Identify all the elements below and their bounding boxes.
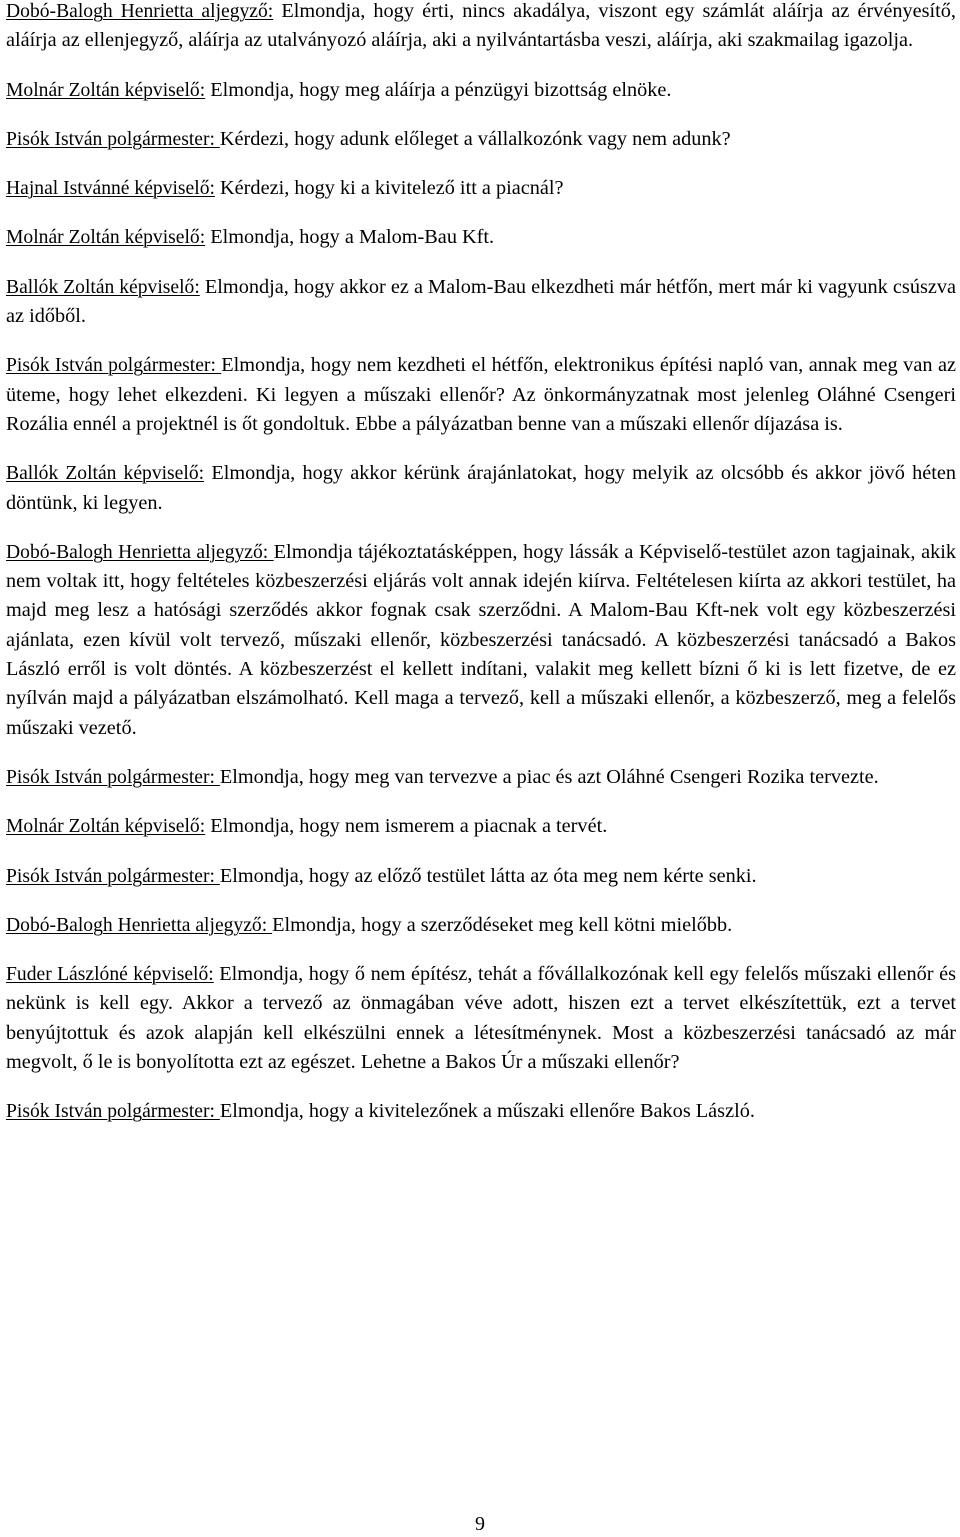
minutes-page: [6, 0, 956, 1147]
statement-text: Elmondja, hogy nem kezdheti el hétfőn, elektronikus építési napló van, annak meg van az üteme, hogy lehet elkezdeni. Ki legyen a műszaki ellenőr? Az önkormányzatnak most jelenleg Oláhné Csengeri Rozália ennél a projektnél is őt gondoltuk. Ebbe a pályázatban benne van a műszaki ellenőr díjazása is.: [6, 354, 956, 435]
minutes-paragraph: [6, 1097, 956, 1126]
minutes-paragraph: [6, 273, 956, 332]
speaker-name: Fuder Lászlóné képviselő:: [6, 964, 214, 986]
statement-text: Elmondja, hogy a szerződéseket meg kell kötni mielőbb.: [272, 913, 733, 936]
minutes-paragraph: [6, 960, 956, 1077]
minutes-paragraph: [6, 763, 956, 792]
statement-text: Kérdezi, hogy ki a kivitelező itt a piacnál?: [214, 177, 564, 200]
minutes-paragraph: [6, 459, 956, 518]
statement-text: Elmondja, hogy a kivitelezőnek a műszaki ellenőre Bakos László.: [219, 1100, 755, 1123]
minutes-paragraph: [6, 538, 956, 743]
speaker-name: Molnár Zoltán képviselő:: [6, 227, 206, 249]
speaker-name: Pisók István polgármester:: [6, 766, 220, 788]
speaker-name: Dobó-Balogh Henrietta aljegyző:: [6, 914, 273, 936]
statement-text: Elmondja, hogy meg aláírja a pénzügyi bizottság elnöke.: [205, 78, 672, 101]
speaker-name: Pisók István polgármester:: [6, 128, 220, 150]
minutes-paragraph: [6, 76, 956, 105]
speaker-name: Dobó-Balogh Henrietta aljegyző:: [6, 1, 274, 22]
statement-text: Elmondja, hogy érti, nincs akadálya, viszont egy számlát aláírja az érvényesítő, aláírja az ellenjegyző, aláírja az utalványozó aláírja, aki a nyilvántartásba veszi, aláírja, aki szakmailag igazolja.: [6, 0, 956, 52]
speaker-name: Ballók Zoltán képviselő:: [6, 463, 205, 485]
minutes-paragraph: [6, 351, 956, 439]
statement-text: Elmondja, hogy akkor ez a Malom-Bau elkezdheti már hétfőn, mert már ki vagyunk csúszva az időből.: [6, 275, 956, 328]
statement-text: Elmondja, hogy az előző testület látta az óta meg nem kérte senki.: [219, 864, 757, 887]
statement-text: Elmondja, hogy nem ismerem a piacnak a tervét.: [205, 815, 608, 838]
speaker-name: Molnár Zoltán képviselő:: [6, 816, 206, 838]
minutes-paragraph: [6, 174, 956, 203]
speaker-name: Pisók István polgármester:: [6, 355, 222, 377]
minutes-paragraph: [6, 0, 956, 56]
minutes-paragraph: [6, 812, 956, 841]
statement-text: Elmondja, hogy ő nem építész, tehát a fővállalkozónak kell egy felelős műszaki ellenőr és nekünk is kell egy. Akkor a tervező az önmagában véve adott, hiszen ezt a tervet elkészítettük, ezt a tervet benyújtottuk és azok alapján kell elkészülni ennek a létesítménynek. Most a közbeszerzési tanácsadó az már megvolt, ő le is bonyolította ezt az egészet. Lehetne a Bakos Úr a műszaki ellenőr?: [6, 963, 956, 1074]
speaker-name: Ballók Zoltán képviselő:: [6, 276, 200, 298]
statement-text: Elmondja, hogy akkor kérünk árajánlatokat, hogy melyik az olcsóbb és akkor jövő héten döntünk, ki legyen.: [6, 462, 956, 514]
statement-text: Elmondja, hogy meg van tervezve a piac és azt Oláhné Csengeri Rozika tervezte.: [219, 765, 879, 788]
statement-text: Elmondja tájékoztatásképpen, hogy lássák a Képviselő-testület azon tagjainak, akik nem voltak itt, hogy feltételes közbeszerzési eljárás volt annak idején kiírva. Feltételesen kiírta az akkori testület, ha majd meg lesz a hatósági szerződés akkor fognak csak szerződni. A Malom-Bau Kft-nek volt egy közbeszerzési ajánlata, ezen kívül volt tervező, műszaki ellenőr, közbeszerzési tanácsadó. A közbeszerzési tanácsadó a Bakos László erről is volt döntés. A közbeszerzést el kellett indítani, valakit meg kellett bízni ő ki is lett fizetve, de ez nyílván majd a pályázatban elszámolható. Kell maga a tervező, kell a műszaki ellenőr, a közbeszerző, meg a felelős műszaki vezető.: [6, 540, 956, 739]
speaker-name: Molnár Zoltán képviselő:: [6, 79, 206, 101]
minutes-paragraph: [6, 911, 956, 940]
statement-text: Elmondja, hogy a Malom-Bau Kft.: [205, 226, 495, 249]
speaker-name: Dobó-Balogh Henrietta aljegyző:: [6, 541, 274, 563]
speaker-name: Pisók István polgármester:: [6, 1101, 220, 1123]
minutes-paragraph: [6, 125, 956, 154]
speaker-name: Pisók István polgármester:: [6, 865, 220, 887]
minutes-paragraph: [6, 862, 956, 891]
page-number: 9: [475, 1513, 485, 1535]
speaker-name: Hajnal Istvánné képviselő:: [6, 178, 215, 200]
minutes-paragraph: [6, 223, 956, 252]
statement-text: Kérdezi, hogy adunk előleget a vállalkozónk vagy nem adunk?: [219, 127, 731, 150]
